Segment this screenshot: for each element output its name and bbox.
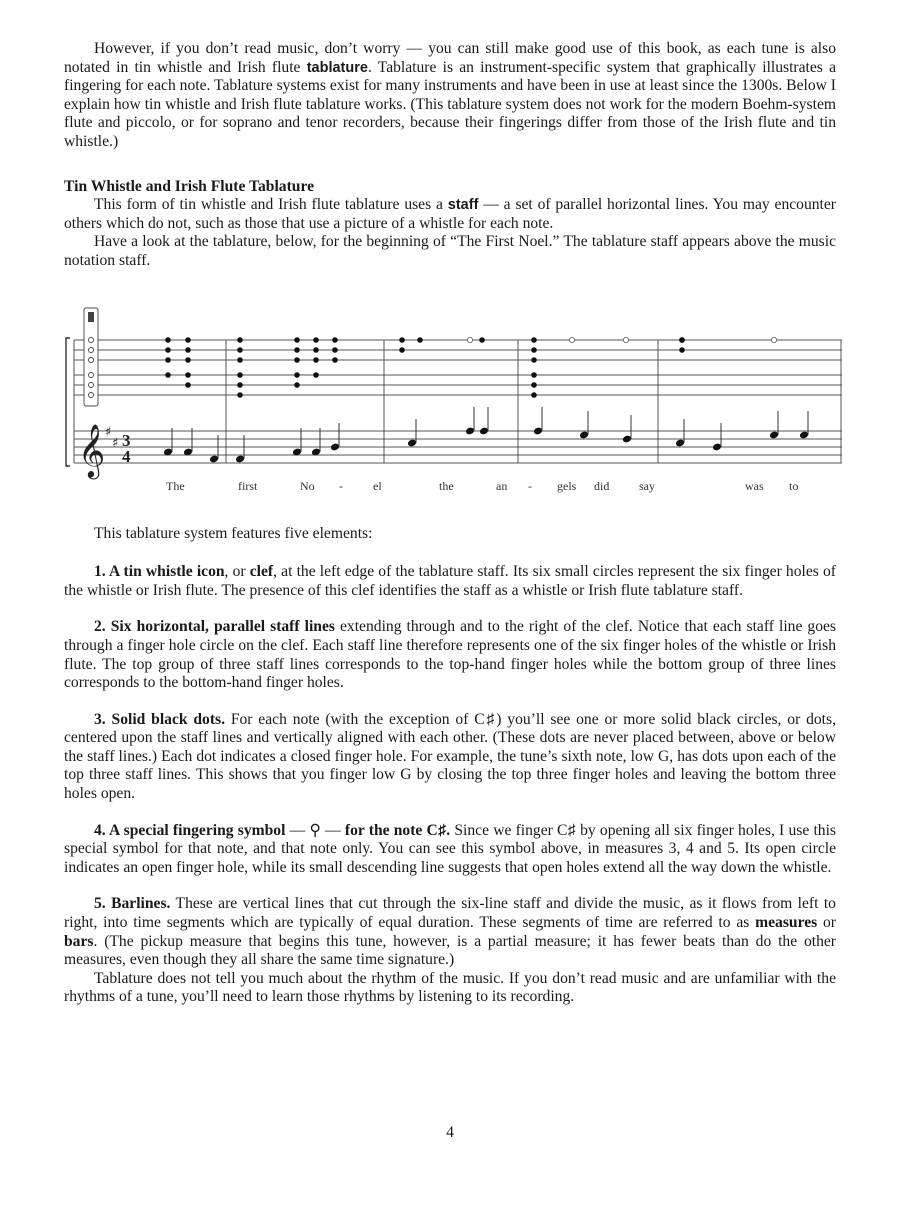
item-3-lead: 3. Solid black dots. [94,710,225,728]
term-measures: measures [755,914,818,932]
intro-paragraph [64,40,836,152]
tab-dot [237,392,243,398]
system-bracket [66,338,70,466]
c-sharp-symbol [771,337,776,342]
c-sharp-symbol [467,337,472,342]
tab-dot [294,382,300,388]
section-text-a: This form of tin whistle and Irish flute tablature uses a [94,196,448,214]
elements-intro: This tablature system features five elements: [94,524,373,542]
item-1-lead: 1. A tin whistle icon [94,563,225,581]
lyric-syllable: did [594,479,610,493]
tab-dot [531,382,537,388]
lyric-syllable: the [439,479,454,493]
section-text-c: — a set of parallel horizontal lines. You may encounter others which do not, such as those that use a picture of a whistle for each note. [64,196,836,232]
item-5-lead: 5. Barlines. [94,895,171,913]
tab-dot [294,357,300,363]
tab-dot [294,372,300,378]
item-2 [64,618,836,692]
tab-dot [294,347,300,353]
lyric-syllable: an [496,479,508,493]
figure-marks [163,337,809,493]
term-bars: bars [64,932,94,950]
term-staff: staff [447,197,479,214]
c-sharp-symbol [569,337,574,342]
item-2-text: extending through and to the right of the clef. Notice that each staff line goes through a finger hole circle on the clef. Each staff line therefore represents one of the six finger holes of the whistle or Irish flute. The top group of three staff lines corresponds to the top-hand finger holes while the bottom group of three lines corresponds to the bottom-hand finger holes. [64,618,837,692]
item-2-lead: 2. Six horizontal, parallel staff lines [94,618,335,636]
tab-dot [332,357,338,363]
tab-dot [332,347,338,353]
lyric-syllable: el [373,479,382,493]
tab-dot [237,357,243,363]
term-tablature: tablature [306,59,368,76]
item-4-lead-2: for the note C♯. [344,821,451,839]
page-number: 4 [446,1124,454,1141]
tab-dot [165,347,171,353]
tab-dot [294,337,300,343]
tab-dot [313,347,319,353]
tab-dot [165,337,171,343]
tab-dot [332,337,338,343]
intro-text-c: . Tablature is an instrument-specific system that graphically illustrates a fingering for each note. Tablature systems exist for many instruments and have been in use at least since the 1300s. Below I explain how tin whistle and Irish flute tablature works. (This tablature system does not work for the modern Boehm-system flute and piccolo, or for soprano and tenor recorders, because their fingerings differ from those of the Irish flute and tin whistle.) [64,58,836,150]
section-heading: Tin Whistle and Irish Flute Tablature [64,177,315,195]
tab-dot [237,372,243,378]
tab-dot [185,372,191,378]
key-sharp-1: ♯ [105,425,112,440]
tab-dot [185,357,191,363]
tab-dot [185,347,191,353]
tablature-figure [62,300,842,500]
item-4-symbol: — ⚲ — [285,821,345,839]
tab-dot [531,357,537,363]
item-4 [64,822,836,878]
lyric-syllable: was [745,479,764,493]
whistle-clef-icon [84,308,98,406]
lyric-syllable: The [166,479,185,493]
tab-dot [313,357,319,363]
lyric-syllable: say [639,479,655,493]
time-sig-top: 3 [122,431,131,450]
item-1 [64,563,836,600]
c-sharp-symbol [623,337,628,342]
item-4-text: Since we finger C♯ by opening all six finger holes, I use this special symbol for that note, and that note only. You can see this symbol above, in measures 3, 4 and 5. Its open circle indicates an open finger hole, while its small descending line suggests that open holes extend all the way down the whistle. [64,821,836,876]
intro-text-a: However, if you don’t read music, don’t worry — you can still make good use of this book, as each tune is also notated in tin whistle and Irish flute [64,40,836,76]
item-3-text: For each note (with the exception of C♯) you’ll see one or more solid black circles, or dots, centered upon the staff lines and vertically aligned with each other. (These dots are never placed between, above or below the staff lines.) Each dot indicates a closed finger hole. For example, the tune’s sixth note, low G, has dots upon each of the top three staff lines. This shows that you finger low G by closing the top three finger holes and leaving the bottom three holes open. [64,710,836,803]
treble-clef-icon: 𝄞 [78,423,106,477]
tab-dot [185,337,191,343]
item-5 [64,895,836,969]
lyric-syllable: to [789,479,799,493]
tab-dot [237,337,243,343]
lyric-syllable: - [339,479,343,493]
time-sig-bottom: 4 [122,447,131,466]
item-3 [64,711,836,804]
item-5-text-2: . (The pickup measure that begins this tune, however, is a partial measure; it has fewer beats than do the other measures, even though they all share the same time signature.) [64,932,836,969]
item-1-text: , at the left edge of the tablature staff. Its six small circles represent the six finger holes of the whistle or Irish flute. The presence of this clef identifies the staff as a whistle or Irish flute tablature staff. [64,563,836,599]
tab-dot [237,347,243,353]
tab-dot [531,392,537,398]
tab-dot [165,372,171,378]
tab-dot [531,347,537,353]
page-body [64,40,836,1007]
tab-dot [313,337,319,343]
key-sharp-2: ♯ [112,436,119,451]
item-1-mid: , or [224,563,250,581]
tab-dot [399,337,405,343]
tab-dot [237,382,243,388]
tab-dot [185,382,191,388]
tab-dot [679,337,685,343]
tab-dot [399,347,405,353]
tab-dot [165,357,171,363]
tab-dot [679,347,685,353]
tab-dot [479,337,485,343]
item-5-text: These are vertical lines that cut through the six-line staff and divide the music, as it flows from left to right, into time segments which are typically of equal duration. These segments of time are referred to as [64,895,836,932]
tab-dot [531,337,537,343]
tab-dot [531,372,537,378]
lyric-syllable: No [300,479,315,493]
section-paragraph-2: Have a look at the tablature, below, for the beginning of “The First Noel.” The tablature staff appears above the music notation staff. [64,233,836,269]
item-4-lead: 4. A special fingering symbol [94,821,286,839]
item-5-mid: or [817,914,837,932]
lyric-syllable: gels [557,479,577,493]
tab-dot [417,337,423,343]
lyric-syllable: - [528,479,532,493]
closing-paragraph: Tablature does not tell you much about the rhythm of the music. If you don’t read music and are unfamiliar with the rhythms of a tune, you’ll need to learn those rhythms by listening to its recording. [64,969,836,1006]
tab-dot [313,372,319,378]
term-clef: clef [249,563,274,581]
section-paragraph-1 [64,196,836,233]
lyric-syllable: first [238,479,258,493]
